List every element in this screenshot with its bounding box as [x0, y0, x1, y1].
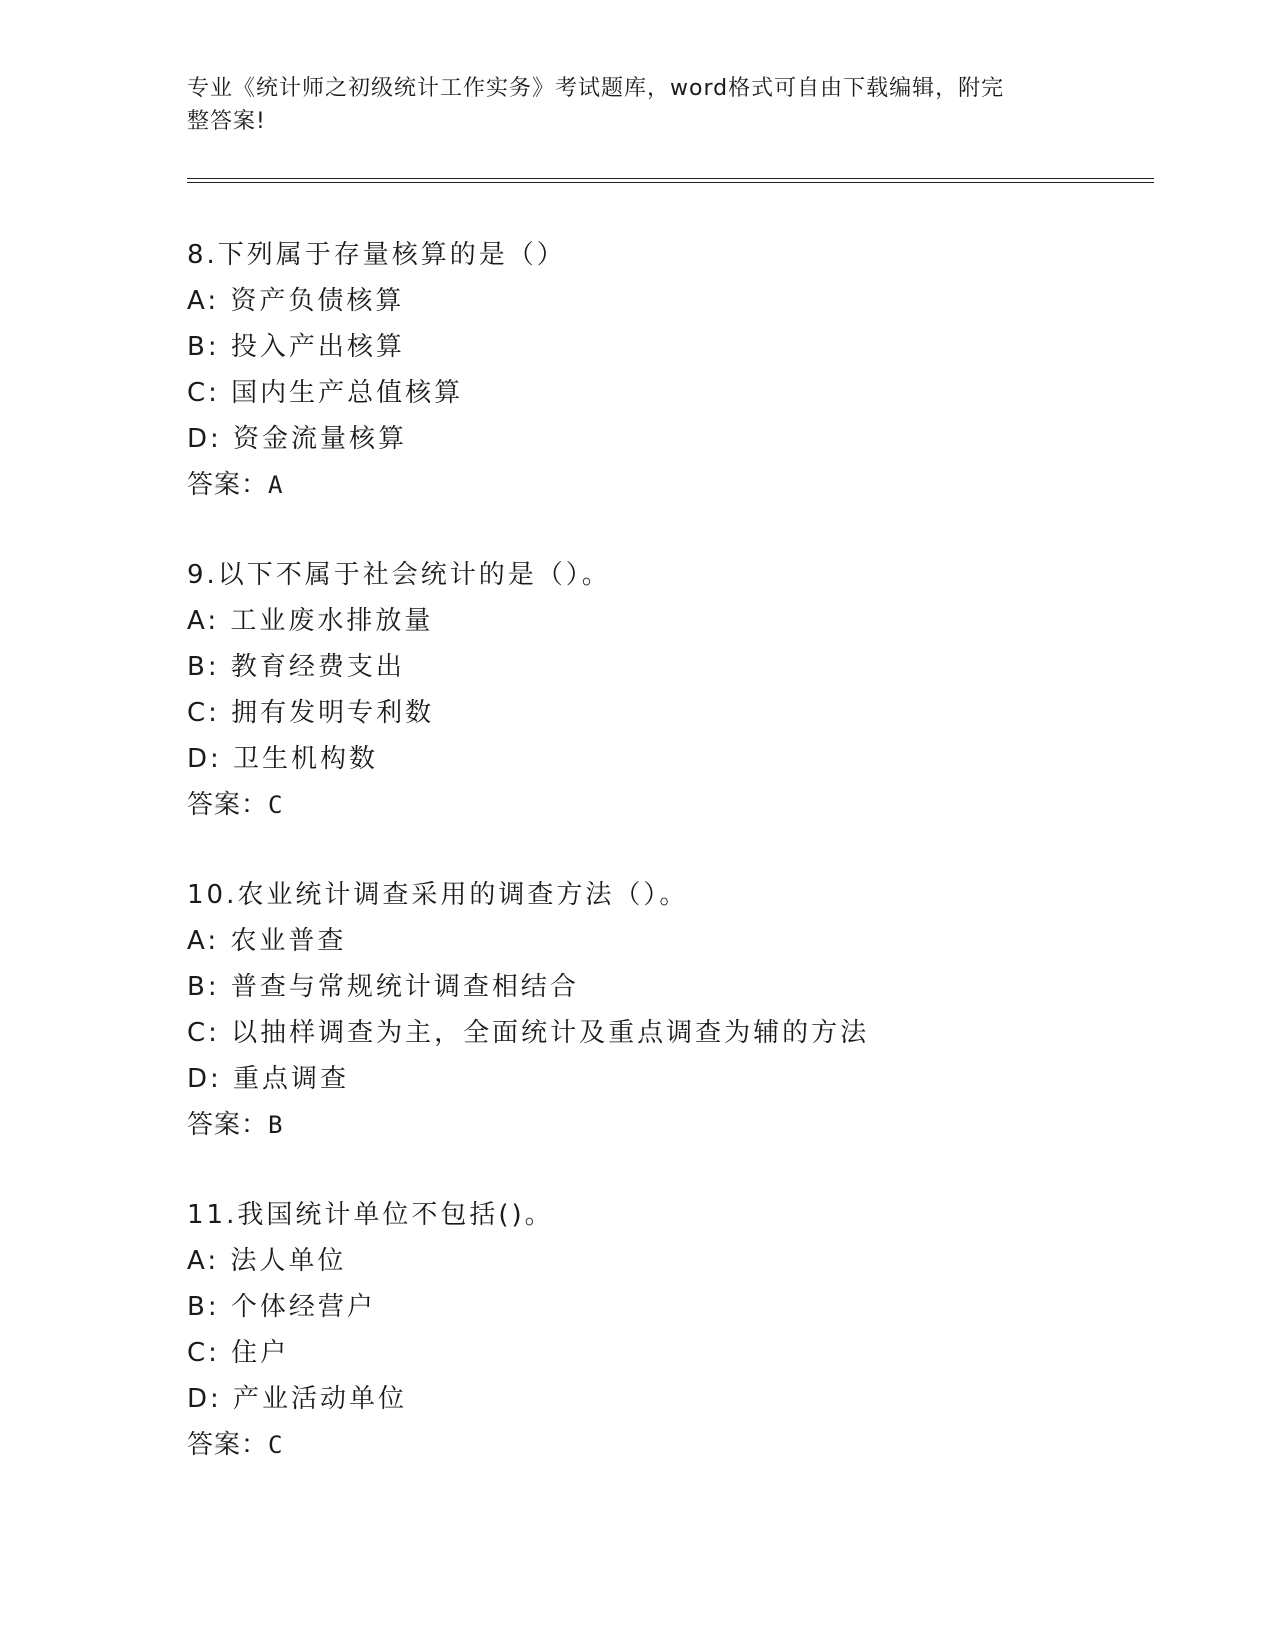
- answer-value: C: [268, 1431, 283, 1459]
- header-line-2: 整答案!: [187, 109, 266, 134]
- option-b: B: 教育经费支出: [187, 652, 405, 682]
- answer-label: 答案：: [187, 790, 269, 820]
- option-c: C: 国内生产总值核算: [187, 378, 464, 408]
- option-a: A: 法人单位: [187, 1246, 347, 1276]
- document-header: [187, 72, 1067, 138]
- option-b: B: 普查与常规统计调查相结合: [187, 972, 579, 1002]
- question-stem: 9.以下不属于社会统计的是（）。: [187, 560, 611, 590]
- answer-label: 答案：: [187, 1110, 269, 1140]
- question-stem: 10.农业统计调查采用的调查方法（）。: [187, 880, 689, 910]
- option-c: C: 住户: [187, 1338, 290, 1368]
- option-d: D: 资金流量核算: [187, 424, 408, 454]
- question-11: [187, 1192, 1154, 1468]
- option-d: D: 重点调查: [187, 1064, 350, 1094]
- answer-line: [187, 782, 1154, 828]
- answer-line: [187, 1102, 1154, 1148]
- option-a: A: 工业废水排放量: [187, 606, 434, 636]
- option-b: B: 个体经营户: [187, 1292, 376, 1322]
- header-divider: [187, 178, 1154, 183]
- answer-line: [187, 1422, 1154, 1468]
- answer-value: C: [268, 791, 283, 819]
- question-stem: 8.下列属于存量核算的是（）: [187, 240, 566, 270]
- option-b: B: 投入产出核算: [187, 332, 405, 362]
- question-list: [187, 232, 1154, 1512]
- option-a: A: 农业普查: [187, 926, 347, 956]
- answer-label: 答案：: [187, 1430, 269, 1460]
- option-c: C: 以抽样调查为主，全面统计及重点调查为辅的方法: [187, 1018, 870, 1048]
- answer-line: [187, 462, 1154, 508]
- question-10: [187, 872, 1154, 1148]
- question-stem: 11.我国统计单位不包括()。: [187, 1200, 554, 1230]
- question-8: [187, 232, 1154, 508]
- option-a: A: 资产负债核算: [187, 286, 405, 316]
- answer-value: A: [268, 471, 283, 499]
- answer-value: B: [268, 1111, 283, 1139]
- option-d: D: 卫生机构数: [187, 744, 379, 774]
- question-9: [187, 552, 1154, 828]
- header-line-1: 专业《统计师之初级统计工作实务》考试题库，word格式可自由下载编辑，附完: [187, 76, 1005, 101]
- answer-label: 答案：: [187, 470, 269, 500]
- option-d: D: 产业活动单位: [187, 1384, 408, 1414]
- option-c: C: 拥有发明专利数: [187, 698, 435, 728]
